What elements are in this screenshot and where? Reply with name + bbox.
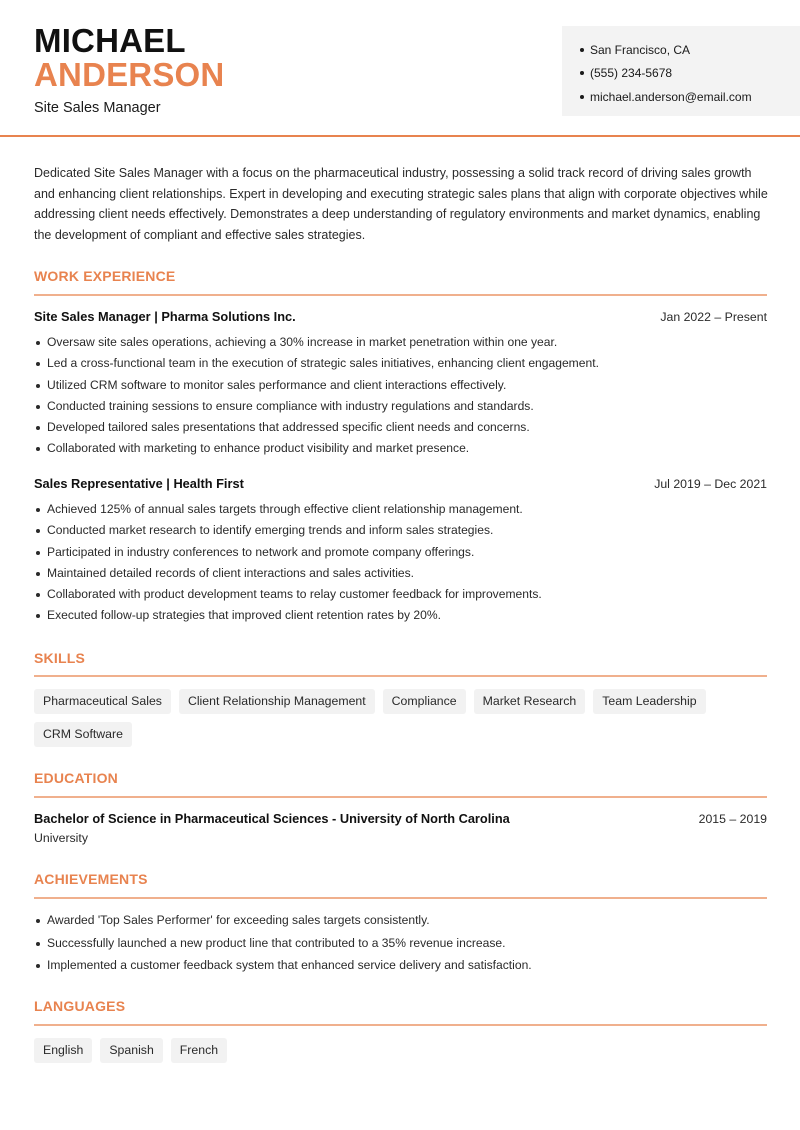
job-bullets-1 [34,332,769,460]
list-item: Conducted market research to identify emerging trends and inform sales strategies. [34,520,769,541]
language-tag: Spanish [100,1038,162,1063]
job-title: Site Sales Manager [34,100,161,116]
list-item: Implemented a customer feedback system that enhanced service delivery and satisfaction. [34,954,769,977]
section-divider [34,675,767,677]
section-divider [34,294,767,296]
skill-tag: Market Research [474,689,586,714]
language-tag: French [171,1038,227,1063]
job-header-1 [34,309,767,324]
section-divider [34,897,767,899]
achievements-heading: ACHIEVEMENTS [34,871,148,887]
last-name: ANDERSON [34,56,225,93]
job-role: Sales Representative | Health First [34,476,244,491]
skills-list [34,689,767,747]
list-item: Oversaw site sales operations, achieving a 30% increase in market penetration within one year. [34,332,769,353]
education-entry [34,811,767,826]
job-dates: Jan 2022 – Present [660,310,767,324]
work-experience-heading: WORK EXPERIENCE [34,268,176,284]
list-item: Maintained detailed records of client interactions and sales activities. [34,563,769,584]
skill-tag: Compliance [383,689,466,714]
skill-tag: Team Leadership [593,689,705,714]
professional-summary: Dedicated Site Sales Manager with a focus on the pharmaceutical industry, possessing a solid track record of driving sales growth and enhancing client relationships. Expert in developing and executing strategic sales plans that align with corporate objectives while addressing client needs effectively. Demonstrates a deep understanding of regulatory environments and market dynamics, enabling the development of compliant and effective sales strategies. [34,166,768,243]
job-dates: Jul 2019 – Dec 2021 [654,477,767,491]
list-item: Utilized CRM software to monitor sales performance and client interactions effectively. [34,375,769,396]
contact-location [580,38,800,62]
skills-heading: SKILLS [34,650,85,666]
job-bullets-2 [34,499,769,627]
achievements-list [34,909,769,977]
skill-tag: Client Relationship Management [179,689,375,714]
list-item: Conducted training sessions to ensure compliance with industry regulations and standards. [34,396,769,417]
contact-box [562,26,800,116]
contact-phone [580,62,800,86]
education-heading: EDUCATION [34,770,118,786]
language-tag: English [34,1038,92,1063]
education-degree: Bachelor of Science in Pharmaceutical Sciences - University of North Carolina [34,811,510,826]
bullet-icon [580,71,584,75]
list-item: Collaborated with product development teams to relay customer feedback for improvements. [34,584,769,605]
first-name: MICHAEL [34,22,186,59]
list-item: Collaborated with marketing to enhance product visibility and market presence. [34,438,769,459]
bullet-icon [580,48,584,52]
contact-email-text: michael.anderson@email.com [590,89,752,104]
contact-email [580,85,800,109]
education-institution-type: University [34,831,88,845]
list-item: Led a cross-functional team in the execution of strategic sales initiatives, enhancing client engagement. [34,353,769,374]
bullet-icon [580,95,584,99]
skill-tag: CRM Software [34,722,132,747]
resume-header [0,0,800,137]
languages-heading: LANGUAGES [34,998,126,1014]
list-item: Participated in industry conferences to network and promote company offerings. [34,542,769,563]
languages-list [34,1038,767,1063]
job-header-2 [34,476,767,491]
job-role: Site Sales Manager | Pharma Solutions Inc. [34,309,296,324]
contact-location-text: San Francisco, CA [590,42,691,57]
contact-phone-text: (555) 234-5678 [590,66,673,81]
section-divider [34,1024,767,1026]
section-divider [34,796,767,798]
education-dates: 2015 – 2019 [698,812,767,826]
skill-tag: Pharmaceutical Sales [34,689,171,714]
list-item: Successfully launched a new product line that contributed to a 35% revenue increase. [34,932,769,955]
list-item: Executed follow-up strategies that improved client retention rates by 20%. [34,605,769,626]
list-item: Achieved 125% of annual sales targets through effective client relationship management. [34,499,769,520]
list-item: Developed tailored sales presentations that addressed specific client needs and concerns. [34,417,769,438]
list-item: Awarded 'Top Sales Performer' for exceeding sales targets consistently. [34,909,769,932]
